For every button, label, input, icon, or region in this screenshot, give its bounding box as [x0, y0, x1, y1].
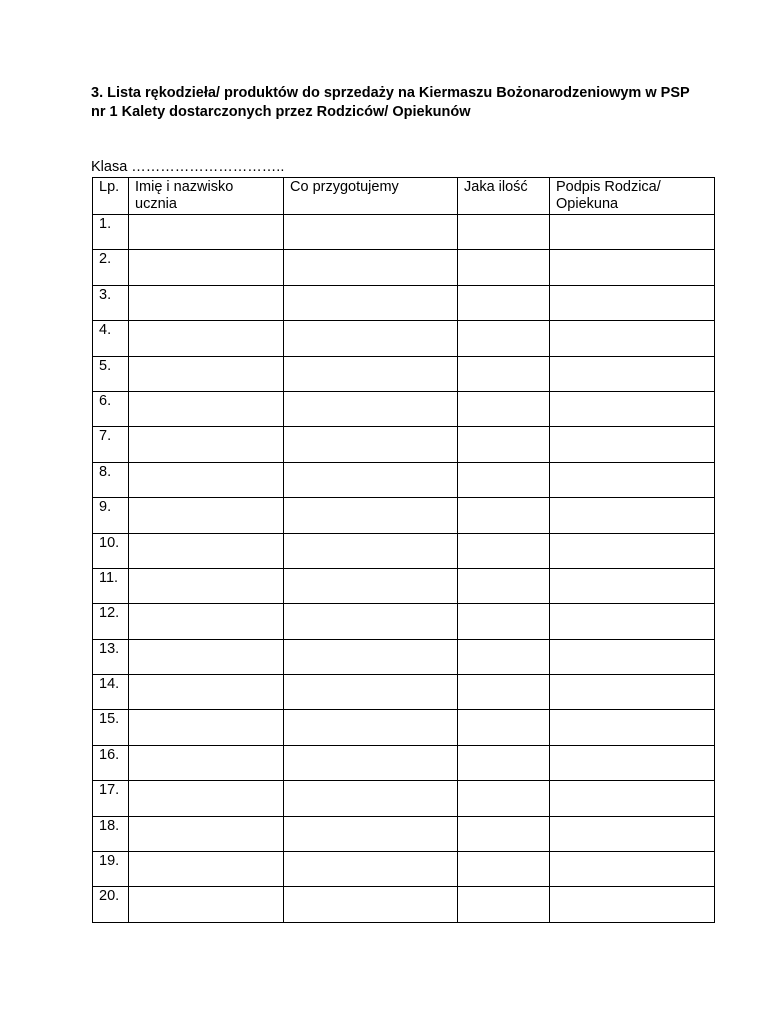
cell-parent-signature[interactable] — [550, 639, 715, 674]
cell-parent-signature[interactable] — [550, 215, 715, 250]
cell-parent-signature[interactable] — [550, 745, 715, 780]
cell-parent-signature[interactable] — [550, 568, 715, 603]
cell-lp: 13. — [93, 639, 129, 674]
header-quantity: Jaka ilość — [458, 178, 550, 215]
class-line: Klasa ………………………….. — [91, 159, 285, 175]
table-row — [93, 745, 715, 780]
cell-student-name[interactable] — [129, 710, 284, 745]
table-row — [93, 887, 715, 922]
table-header-row — [93, 178, 715, 215]
table-row — [93, 391, 715, 426]
cell-lp: 9. — [93, 498, 129, 533]
header-student-name: Imię i nazwisko ucznia — [129, 178, 284, 215]
table-row — [93, 533, 715, 568]
table-row — [93, 321, 715, 356]
cell-parent-signature[interactable] — [550, 533, 715, 568]
cell-lp: 8. — [93, 462, 129, 497]
cell-quantity[interactable] — [458, 816, 550, 851]
cell-quantity[interactable] — [458, 781, 550, 816]
cell-quantity[interactable] — [458, 462, 550, 497]
cell-parent-signature[interactable] — [550, 250, 715, 285]
cell-product[interactable] — [284, 639, 458, 674]
cell-product[interactable] — [284, 816, 458, 851]
cell-student-name[interactable] — [129, 852, 284, 887]
cell-lp: 10. — [93, 533, 129, 568]
table-row — [93, 604, 715, 639]
cell-product[interactable] — [284, 533, 458, 568]
cell-product[interactable] — [284, 604, 458, 639]
cell-quantity[interactable] — [458, 745, 550, 780]
cell-quantity[interactable] — [458, 568, 550, 603]
table-row — [93, 427, 715, 462]
table-row — [93, 852, 715, 887]
cell-student-name[interactable] — [129, 675, 284, 710]
cell-quantity[interactable] — [458, 427, 550, 462]
cell-student-name[interactable] — [129, 781, 284, 816]
cell-product[interactable] — [284, 745, 458, 780]
cell-parent-signature[interactable] — [550, 887, 715, 922]
cell-student-name[interactable] — [129, 533, 284, 568]
table-row — [93, 639, 715, 674]
cell-lp: 19. — [93, 852, 129, 887]
cell-student-name[interactable] — [129, 391, 284, 426]
cell-quantity[interactable] — [458, 852, 550, 887]
cell-student-name[interactable] — [129, 427, 284, 462]
cell-quantity[interactable] — [458, 533, 550, 568]
cell-quantity[interactable] — [458, 356, 550, 391]
cell-student-name[interactable] — [129, 745, 284, 780]
cell-lp: 15. — [93, 710, 129, 745]
cell-lp: 14. — [93, 675, 129, 710]
cell-lp: 17. — [93, 781, 129, 816]
cell-quantity[interactable] — [458, 321, 550, 356]
cell-parent-signature[interactable] — [550, 781, 715, 816]
table-row — [93, 816, 715, 851]
cell-product[interactable] — [284, 887, 458, 922]
table-row — [93, 215, 715, 250]
cell-lp: 2. — [93, 250, 129, 285]
cell-product[interactable] — [284, 250, 458, 285]
cell-student-name[interactable] — [129, 215, 284, 250]
cell-student-name[interactable] — [129, 250, 284, 285]
table-row — [93, 462, 715, 497]
cell-student-name[interactable] — [129, 639, 284, 674]
cell-product[interactable] — [284, 568, 458, 603]
cell-parent-signature[interactable] — [550, 852, 715, 887]
cell-parent-signature[interactable] — [550, 710, 715, 745]
cell-student-name[interactable] — [129, 498, 284, 533]
cell-product[interactable] — [284, 675, 458, 710]
table-row — [93, 710, 715, 745]
cell-student-name[interactable] — [129, 604, 284, 639]
cell-student-name[interactable] — [129, 285, 284, 320]
cell-parent-signature[interactable] — [550, 816, 715, 851]
header-product: Co przygotujemy — [284, 178, 458, 215]
cell-parent-signature[interactable] — [550, 285, 715, 320]
cell-student-name[interactable] — [129, 356, 284, 391]
cell-quantity[interactable] — [458, 887, 550, 922]
cell-product[interactable] — [284, 321, 458, 356]
table-row — [93, 250, 715, 285]
cell-lp: 12. — [93, 604, 129, 639]
cell-product[interactable] — [284, 356, 458, 391]
cell-parent-signature[interactable] — [550, 462, 715, 497]
cell-lp: 6. — [93, 391, 129, 426]
cell-quantity[interactable] — [458, 639, 550, 674]
cell-lp: 3. — [93, 285, 129, 320]
cell-parent-signature[interactable] — [550, 498, 715, 533]
cell-product[interactable] — [284, 852, 458, 887]
cell-parent-signature[interactable] — [550, 391, 715, 426]
cell-product[interactable] — [284, 710, 458, 745]
cell-quantity[interactable] — [458, 215, 550, 250]
table-row — [93, 781, 715, 816]
cell-product[interactable] — [284, 427, 458, 462]
cell-quantity[interactable] — [458, 391, 550, 426]
cell-lp: 20. — [93, 887, 129, 922]
table-row — [93, 356, 715, 391]
table-row — [93, 285, 715, 320]
cell-product[interactable] — [284, 781, 458, 816]
cell-lp: 1. — [93, 215, 129, 250]
cell-lp: 5. — [93, 356, 129, 391]
table-body — [93, 215, 715, 923]
cell-parent-signature[interactable] — [550, 675, 715, 710]
cell-parent-signature[interactable] — [550, 604, 715, 639]
cell-student-name[interactable] — [129, 462, 284, 497]
cell-parent-signature[interactable] — [550, 356, 715, 391]
table-row — [93, 675, 715, 710]
cell-student-name[interactable] — [129, 816, 284, 851]
cell-parent-signature[interactable] — [550, 427, 715, 462]
products-table — [92, 177, 715, 923]
cell-product[interactable] — [284, 462, 458, 497]
cell-quantity[interactable] — [458, 285, 550, 320]
cell-parent-signature[interactable] — [550, 321, 715, 356]
cell-lp: 16. — [93, 745, 129, 780]
cell-lp: 11. — [93, 568, 129, 603]
cell-product[interactable] — [284, 391, 458, 426]
cell-student-name[interactable] — [129, 321, 284, 356]
header-lp: Lp. — [93, 178, 129, 215]
cell-lp: 7. — [93, 427, 129, 462]
cell-lp: 18. — [93, 816, 129, 851]
cell-student-name[interactable] — [129, 887, 284, 922]
cell-quantity[interactable] — [458, 710, 550, 745]
header-parent-signature: Podpis Rodzica/ Opiekuna — [550, 178, 715, 215]
cell-lp: 4. — [93, 321, 129, 356]
cell-quantity[interactable] — [458, 675, 550, 710]
cell-product[interactable] — [284, 498, 458, 533]
cell-quantity[interactable] — [458, 250, 550, 285]
cell-quantity[interactable] — [458, 498, 550, 533]
document-title: 3. Lista rękodzieła/ produktów do sprzedaży na Kiermaszu Bożonarodzeniowym w PSP nr 1 Kalety dostarczonych przez Rodziców/ Opiekunów — [91, 85, 690, 120]
table-row — [93, 568, 715, 603]
cell-product[interactable] — [284, 285, 458, 320]
cell-quantity[interactable] — [458, 604, 550, 639]
cell-student-name[interactable] — [129, 568, 284, 603]
cell-product[interactable] — [284, 215, 458, 250]
table-row — [93, 498, 715, 533]
